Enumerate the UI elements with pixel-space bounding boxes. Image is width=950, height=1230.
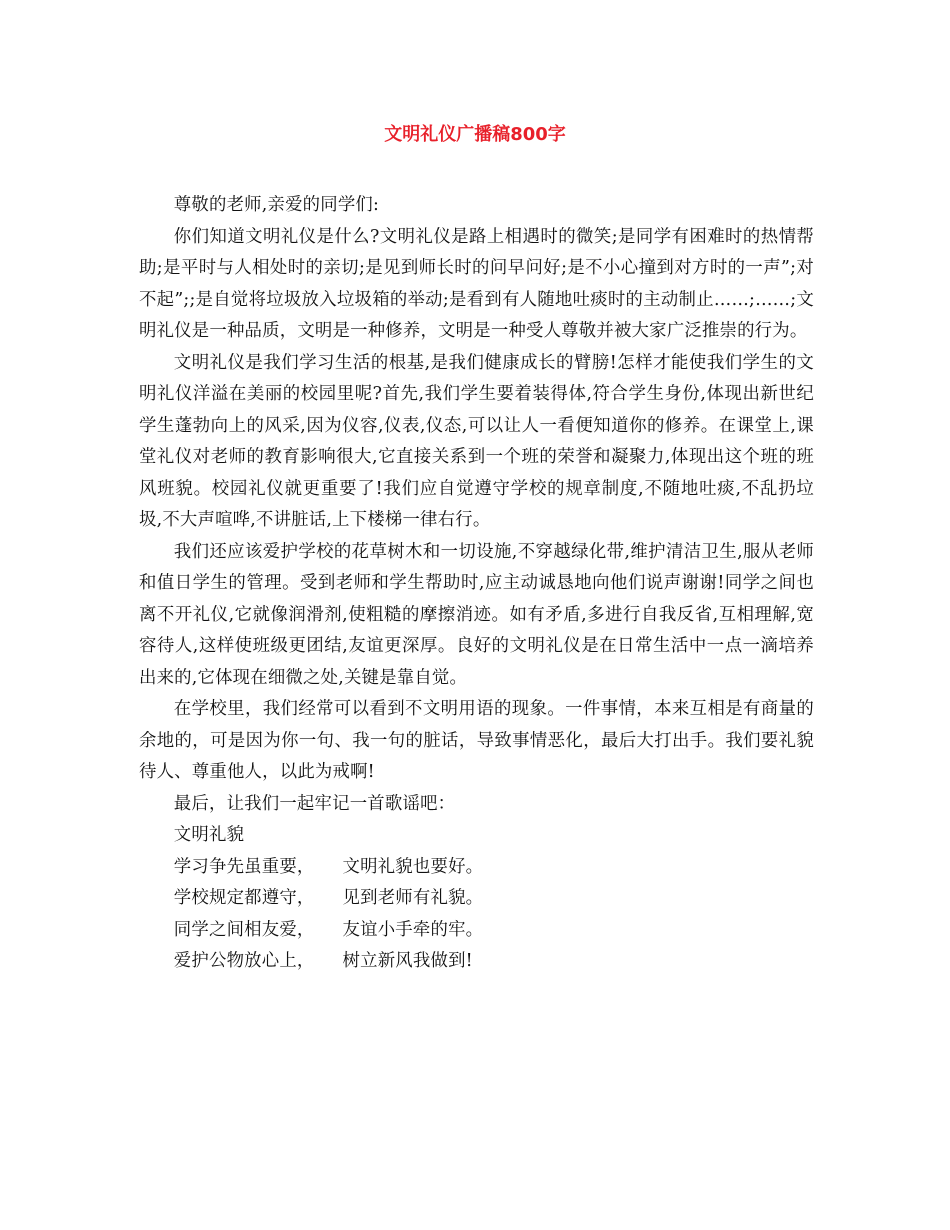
paragraph-closing: 最后，让我们一起牢记一首歌谣吧： — [173, 793, 456, 814]
poem-line-first-half: 学校规定都遵守， — [173, 888, 315, 908]
document-body — [139, 190, 814, 978]
paragraph-uncivil-language: 在学校里，我们经常可以看到不文明用语的现象。一件事情，本来互相是有商量的余地的，可是因为你一句、我一句的脏话，导致事情恶化，最后大打出手。我们要礼貌待人、尊重他人，以此为戒啊! — [139, 699, 814, 782]
poem-line-first-half: 学习争先虽重要， — [173, 856, 315, 877]
poem-line — [139, 883, 814, 915]
poem-line-first-half: 爱护公物放心上， — [173, 951, 315, 971]
poem-line — [139, 852, 814, 884]
poem-line-second-half: 文明礼貌也要好。 — [342, 856, 484, 877]
poem-line — [139, 915, 814, 947]
paragraph-protect-school: 我们还应该爱护学校的花草树木和一切设施,不穿越绿化带,维护清洁卫生,服从老师和值日学生的管理。受到老师和学生帮助时,应主动诚恳地向他们说声谢谢!同学之间也离不开礼仪,它就像润滑剂,使粗糙的摩擦消迹。如有矛盾,多进行自我反省,互相理解,宽容待人,这样使班级更团结,友谊更深厚。良好的文明礼仪是在日常生活中一点一滴培养出来的,它体现在细微之处,关键是靠自觉。 — [139, 541, 814, 688]
poem-line-second-half: 树立新风我做到! — [342, 951, 473, 971]
greeting-paragraph: 尊敬的老师,亲爱的同学们: — [173, 195, 380, 215]
poem-line-first-half: 同学之间相友爱， — [173, 919, 315, 940]
poem-line-second-half: 友谊小手牵的牢。 — [342, 919, 484, 940]
poem-title: 文明礼貌 — [173, 825, 245, 845]
paragraph-foundation: 文明礼仪是我们学习生活的根基,是我们健康成长的臂膀!怎样才能使我们学生的文明礼仪洋溢在美丽的校园里呢?首先,我们学生要着装得体,符合学生身份,体现出新世纪学生蓬勃向上的风采,因为仪容,仪表,仪态,可以让人一看便知道你的修养。在课堂上,课堂礼仪对老师的教育影响很大,它直接关系到一个班的荣誉和凝聚力,体现出这个班的班风班貌。校园礼仪就更重要了!我们应自觉遵守学校的规章制度,不随地吐痰,不乱扔垃圾,不大声喧哗,不讲脏话,上下楼梯一律右行。 — [139, 352, 814, 530]
paragraph-what-is-etiquette: 你们知道文明礼仪是什么?文明礼仪是路上相遇时的微笑;是同学有困难时的热情帮助;是平时与人相处时的亲切;是见到师长时的问早问好;是不小心撞到对方时的一声”;对不起”;;是自觉将垃圾放入垃圾箱的举动;是看到有人随地吐痰时的主动制止……;……;文明礼仪是一种品质，文明是一种修养，文明是一种受人尊敬并被大家广泛推崇的行为。 — [139, 226, 814, 341]
poem-line — [139, 946, 814, 978]
poem-line-second-half: 见到老师有礼貌。 — [342, 888, 484, 908]
document-title: 文明礼仪广播稿800字 — [384, 124, 566, 145]
